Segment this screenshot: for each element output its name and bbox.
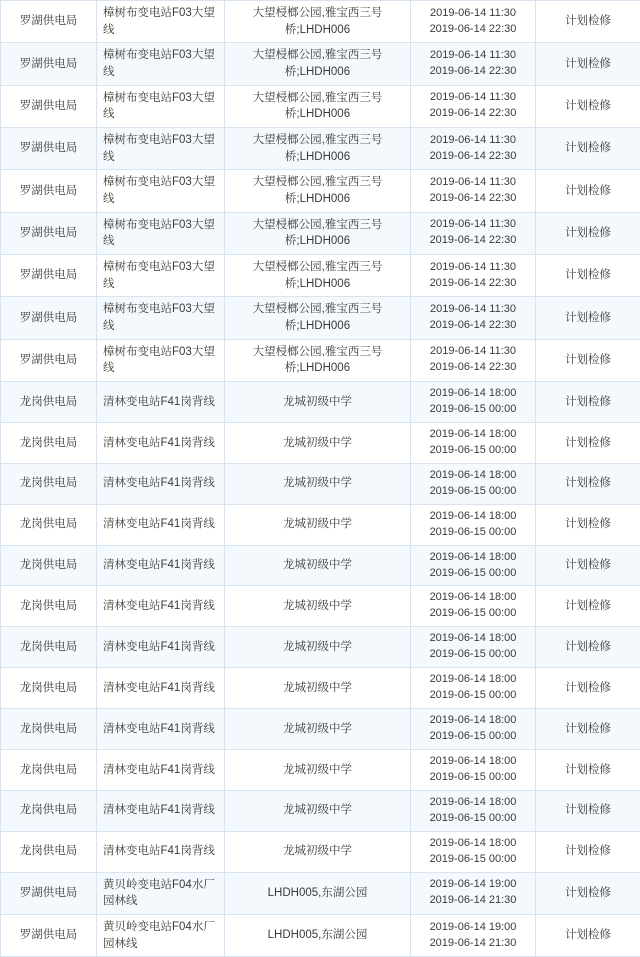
cell-supply-bureau: 龙岗供电局 [1, 586, 97, 627]
cell-outage-area: 大望梫榔公园,雅宝西三号桥;LHDH006 [225, 297, 411, 339]
cell-outage-time [411, 545, 536, 586]
cell-supply-bureau: 罗湖供电局 [1, 85, 97, 127]
cell-outage-type: 计划检修 [536, 545, 640, 586]
cell-outage-area: 龙城初级中学 [225, 749, 411, 790]
table-row [1, 255, 640, 297]
cell-outage-area: 大望梫榔公园,雅宝西三号桥;LHDH006 [225, 1, 411, 43]
cell-line-name: 清林变电站F41岗背线 [97, 709, 225, 750]
cell-line-name: 清林变电站F41岗背线 [97, 749, 225, 790]
cell-supply-bureau: 龙岗供电局 [1, 382, 97, 423]
table-row [1, 545, 640, 586]
cell-outage-type: 计划检修 [536, 422, 640, 463]
cell-outage-type: 计划检修 [536, 128, 640, 170]
table-row [1, 709, 640, 750]
cell-outage-time [411, 43, 536, 85]
cell-outage-type: 计划检修 [536, 627, 640, 668]
cell-outage-area: 龙城初级中学 [225, 790, 411, 831]
cell-supply-bureau: 罗湖供电局 [1, 1, 97, 43]
cell-outage-type: 计划检修 [536, 668, 640, 709]
cell-line-name: 清林变电站F41岗背线 [97, 382, 225, 423]
outage-end-time: 2019-06-14 22:30 [417, 106, 529, 122]
outage-end-time: 2019-06-14 22:30 [417, 191, 529, 207]
cell-line-name: 清林变电站F41岗背线 [97, 627, 225, 668]
cell-line-name: 清林变电站F41岗背线 [97, 831, 225, 872]
cell-outage-type: 计划检修 [536, 1, 640, 43]
table-row [1, 422, 640, 463]
cell-supply-bureau: 罗湖供电局 [1, 339, 97, 381]
cell-outage-time [411, 668, 536, 709]
cell-supply-bureau: 罗湖供电局 [1, 872, 97, 914]
table-row [1, 170, 640, 212]
table-row [1, 463, 640, 504]
cell-outage-time [411, 85, 536, 127]
outage-start-time: 2019-06-14 18:00 [417, 672, 529, 688]
cell-outage-area: 龙城初级中学 [225, 545, 411, 586]
outage-start-time: 2019-06-14 18:00 [417, 754, 529, 770]
cell-outage-area: 龙城初级中学 [225, 668, 411, 709]
cell-outage-area: 大望梫榔公园,雅宝西三号桥;LHDH006 [225, 43, 411, 85]
outage-end-time: 2019-06-15 00:00 [417, 402, 529, 418]
cell-outage-time [411, 586, 536, 627]
outage-start-time: 2019-06-14 11:30 [417, 6, 529, 22]
cell-supply-bureau: 龙岗供电局 [1, 709, 97, 750]
outage-start-time: 2019-06-14 19:00 [417, 877, 529, 893]
cell-line-name: 清林变电站F41岗背线 [97, 463, 225, 504]
outage-end-time: 2019-06-15 00:00 [417, 443, 529, 459]
outage-end-time: 2019-06-15 00:00 [417, 606, 529, 622]
cell-outage-time [411, 831, 536, 872]
outage-end-time: 2019-06-15 00:00 [417, 770, 529, 786]
outage-start-time: 2019-06-14 18:00 [417, 590, 529, 606]
outage-end-time: 2019-06-14 22:30 [417, 318, 529, 334]
cell-outage-area: 大望梫榔公园,雅宝西三号桥;LHDH006 [225, 212, 411, 254]
table-row [1, 43, 640, 85]
outage-end-time: 2019-06-14 22:30 [417, 360, 529, 376]
cell-outage-type: 计划检修 [536, 382, 640, 423]
cell-line-name: 清林变电站F41岗背线 [97, 504, 225, 545]
cell-outage-type: 计划检修 [536, 463, 640, 504]
cell-line-name: 黄贝岭变电站F04水厂园林线 [97, 872, 225, 914]
cell-supply-bureau: 罗湖供电局 [1, 297, 97, 339]
outage-end-time: 2019-06-15 00:00 [417, 525, 529, 541]
cell-line-name: 黄贝岭变电站F04水厂园林线 [97, 914, 225, 956]
cell-outage-time [411, 1, 536, 43]
cell-outage-type: 计划检修 [536, 586, 640, 627]
cell-outage-time [411, 504, 536, 545]
cell-outage-time [411, 255, 536, 297]
cell-outage-type: 计划检修 [536, 85, 640, 127]
cell-outage-type: 计划检修 [536, 749, 640, 790]
table-row [1, 128, 640, 170]
table-row [1, 668, 640, 709]
cell-line-name: 清林变电站F41岗背线 [97, 545, 225, 586]
outage-end-time: 2019-06-14 22:30 [417, 22, 529, 38]
cell-outage-time [411, 790, 536, 831]
table-row [1, 212, 640, 254]
cell-outage-time [411, 914, 536, 956]
cell-outage-type: 计划检修 [536, 709, 640, 750]
outage-start-time: 2019-06-14 11:30 [417, 302, 529, 318]
cell-outage-area: 龙城初级中学 [225, 463, 411, 504]
outage-end-time: 2019-06-14 22:30 [417, 64, 529, 80]
cell-outage-type: 计划检修 [536, 297, 640, 339]
outage-end-time: 2019-06-15 00:00 [417, 647, 529, 663]
outage-start-time: 2019-06-14 11:30 [417, 217, 529, 233]
table-row [1, 504, 640, 545]
cell-supply-bureau: 龙岗供电局 [1, 545, 97, 586]
outage-start-time: 2019-06-14 11:30 [417, 133, 529, 149]
outage-start-time: 2019-06-14 11:30 [417, 260, 529, 276]
cell-outage-type: 计划检修 [536, 504, 640, 545]
cell-line-name: 清林变电站F41岗背线 [97, 586, 225, 627]
table-row [1, 85, 640, 127]
cell-outage-area: 龙城初级中学 [225, 382, 411, 423]
cell-line-name: 樟树布变电站F03大望线 [97, 43, 225, 85]
outage-start-time: 2019-06-14 18:00 [417, 386, 529, 402]
cell-outage-type: 计划检修 [536, 872, 640, 914]
table-row [1, 1, 640, 43]
cell-line-name: 樟树布变电站F03大望线 [97, 212, 225, 254]
cell-line-name: 樟树布变电站F03大望线 [97, 170, 225, 212]
outage-start-time: 2019-06-14 18:00 [417, 795, 529, 811]
cell-outage-time [411, 382, 536, 423]
outage-end-time: 2019-06-15 00:00 [417, 811, 529, 827]
outage-end-time: 2019-06-15 00:00 [417, 688, 529, 704]
cell-supply-bureau: 龙岗供电局 [1, 627, 97, 668]
table-row [1, 382, 640, 423]
cell-outage-type: 计划检修 [536, 43, 640, 85]
cell-outage-area: 龙城初级中学 [225, 422, 411, 463]
table-body [1, 1, 640, 957]
cell-supply-bureau: 罗湖供电局 [1, 170, 97, 212]
cell-outage-time [411, 872, 536, 914]
cell-outage-area: 龙城初级中学 [225, 586, 411, 627]
cell-outage-time [411, 170, 536, 212]
table-row [1, 790, 640, 831]
outage-start-time: 2019-06-14 18:00 [417, 713, 529, 729]
cell-supply-bureau: 龙岗供电局 [1, 463, 97, 504]
cell-supply-bureau: 龙岗供电局 [1, 504, 97, 545]
cell-outage-area: 龙城初级中学 [225, 504, 411, 545]
cell-line-name: 樟树布变电站F03大望线 [97, 297, 225, 339]
outage-end-time: 2019-06-15 00:00 [417, 484, 529, 500]
outage-end-time: 2019-06-14 22:30 [417, 233, 529, 249]
outage-start-time: 2019-06-14 18:00 [417, 550, 529, 566]
table-row [1, 627, 640, 668]
outage-start-time: 2019-06-14 18:00 [417, 468, 529, 484]
cell-outage-area: 大望梫榔公园,雅宝西三号桥;LHDH006 [225, 85, 411, 127]
cell-outage-time [411, 627, 536, 668]
cell-outage-time [411, 128, 536, 170]
table-row [1, 339, 640, 381]
outage-start-time: 2019-06-14 18:00 [417, 631, 529, 647]
outage-end-time: 2019-06-14 21:30 [417, 936, 529, 952]
table-row [1, 872, 640, 914]
outage-end-time: 2019-06-15 00:00 [417, 566, 529, 582]
table-row [1, 914, 640, 956]
cell-outage-time [411, 212, 536, 254]
cell-line-name: 樟树布变电站F03大望线 [97, 128, 225, 170]
cell-supply-bureau: 龙岗供电局 [1, 668, 97, 709]
outage-end-time: 2019-06-14 21:30 [417, 893, 529, 909]
table-row [1, 586, 640, 627]
cell-outage-time [411, 297, 536, 339]
cell-line-name: 樟树布变电站F03大望线 [97, 85, 225, 127]
cell-line-name: 樟树布变电站F03大望线 [97, 1, 225, 43]
cell-supply-bureau: 龙岗供电局 [1, 749, 97, 790]
cell-line-name: 清林变电站F41岗背线 [97, 668, 225, 709]
cell-outage-area: LHDH005,东湖公园 [225, 914, 411, 956]
outage-start-time: 2019-06-14 11:30 [417, 48, 529, 64]
cell-outage-time [411, 339, 536, 381]
cell-outage-type: 计划检修 [536, 170, 640, 212]
cell-supply-bureau: 龙岗供电局 [1, 831, 97, 872]
table-row [1, 749, 640, 790]
cell-outage-type: 计划检修 [536, 255, 640, 297]
cell-outage-area: 龙城初级中学 [225, 709, 411, 750]
cell-outage-area: 大望梫榔公园,雅宝西三号桥;LHDH006 [225, 255, 411, 297]
cell-outage-area: LHDH005,东湖公园 [225, 872, 411, 914]
outage-end-time: 2019-06-15 00:00 [417, 729, 529, 745]
outage-start-time: 2019-06-14 19:00 [417, 920, 529, 936]
outage-start-time: 2019-06-14 11:30 [417, 175, 529, 191]
cell-supply-bureau: 罗湖供电局 [1, 255, 97, 297]
cell-outage-time [411, 749, 536, 790]
cell-supply-bureau: 龙岗供电局 [1, 790, 97, 831]
cell-outage-area: 龙城初级中学 [225, 831, 411, 872]
outage-end-time: 2019-06-14 22:30 [417, 149, 529, 165]
outage-start-time: 2019-06-14 11:30 [417, 344, 529, 360]
outage-start-time: 2019-06-14 11:30 [417, 90, 529, 106]
cell-outage-area: 大望梫榔公园,雅宝西三号桥;LHDH006 [225, 170, 411, 212]
cell-supply-bureau: 罗湖供电局 [1, 43, 97, 85]
cell-supply-bureau: 罗湖供电局 [1, 128, 97, 170]
cell-line-name: 清林变电站F41岗背线 [97, 790, 225, 831]
cell-outage-type: 计划检修 [536, 339, 640, 381]
outage-start-time: 2019-06-14 18:00 [417, 836, 529, 852]
table-row [1, 297, 640, 339]
cell-outage-time [411, 709, 536, 750]
cell-line-name: 樟树布变电站F03大望线 [97, 255, 225, 297]
cell-outage-type: 计划检修 [536, 212, 640, 254]
cell-supply-bureau: 龙岗供电局 [1, 422, 97, 463]
cell-outage-area: 龙城初级中学 [225, 627, 411, 668]
cell-outage-type: 计划检修 [536, 831, 640, 872]
outage-start-time: 2019-06-14 18:00 [417, 427, 529, 443]
cell-outage-area: 大望梫榔公园,雅宝西三号桥;LHDH006 [225, 128, 411, 170]
outage-start-time: 2019-06-14 18:00 [417, 509, 529, 525]
cell-outage-type: 计划检修 [536, 914, 640, 956]
cell-outage-type: 计划检修 [536, 790, 640, 831]
cell-supply-bureau: 罗湖供电局 [1, 914, 97, 956]
cell-outage-time [411, 422, 536, 463]
cell-line-name: 清林变电站F41岗背线 [97, 422, 225, 463]
cell-outage-area: 大望梫榔公园,雅宝西三号桥;LHDH006 [225, 339, 411, 381]
cell-supply-bureau: 罗湖供电局 [1, 212, 97, 254]
outage-end-time: 2019-06-14 22:30 [417, 276, 529, 292]
cell-line-name: 樟树布变电站F03大望线 [97, 339, 225, 381]
table-row [1, 831, 640, 872]
outage-end-time: 2019-06-15 00:00 [417, 852, 529, 868]
cell-outage-time [411, 463, 536, 504]
